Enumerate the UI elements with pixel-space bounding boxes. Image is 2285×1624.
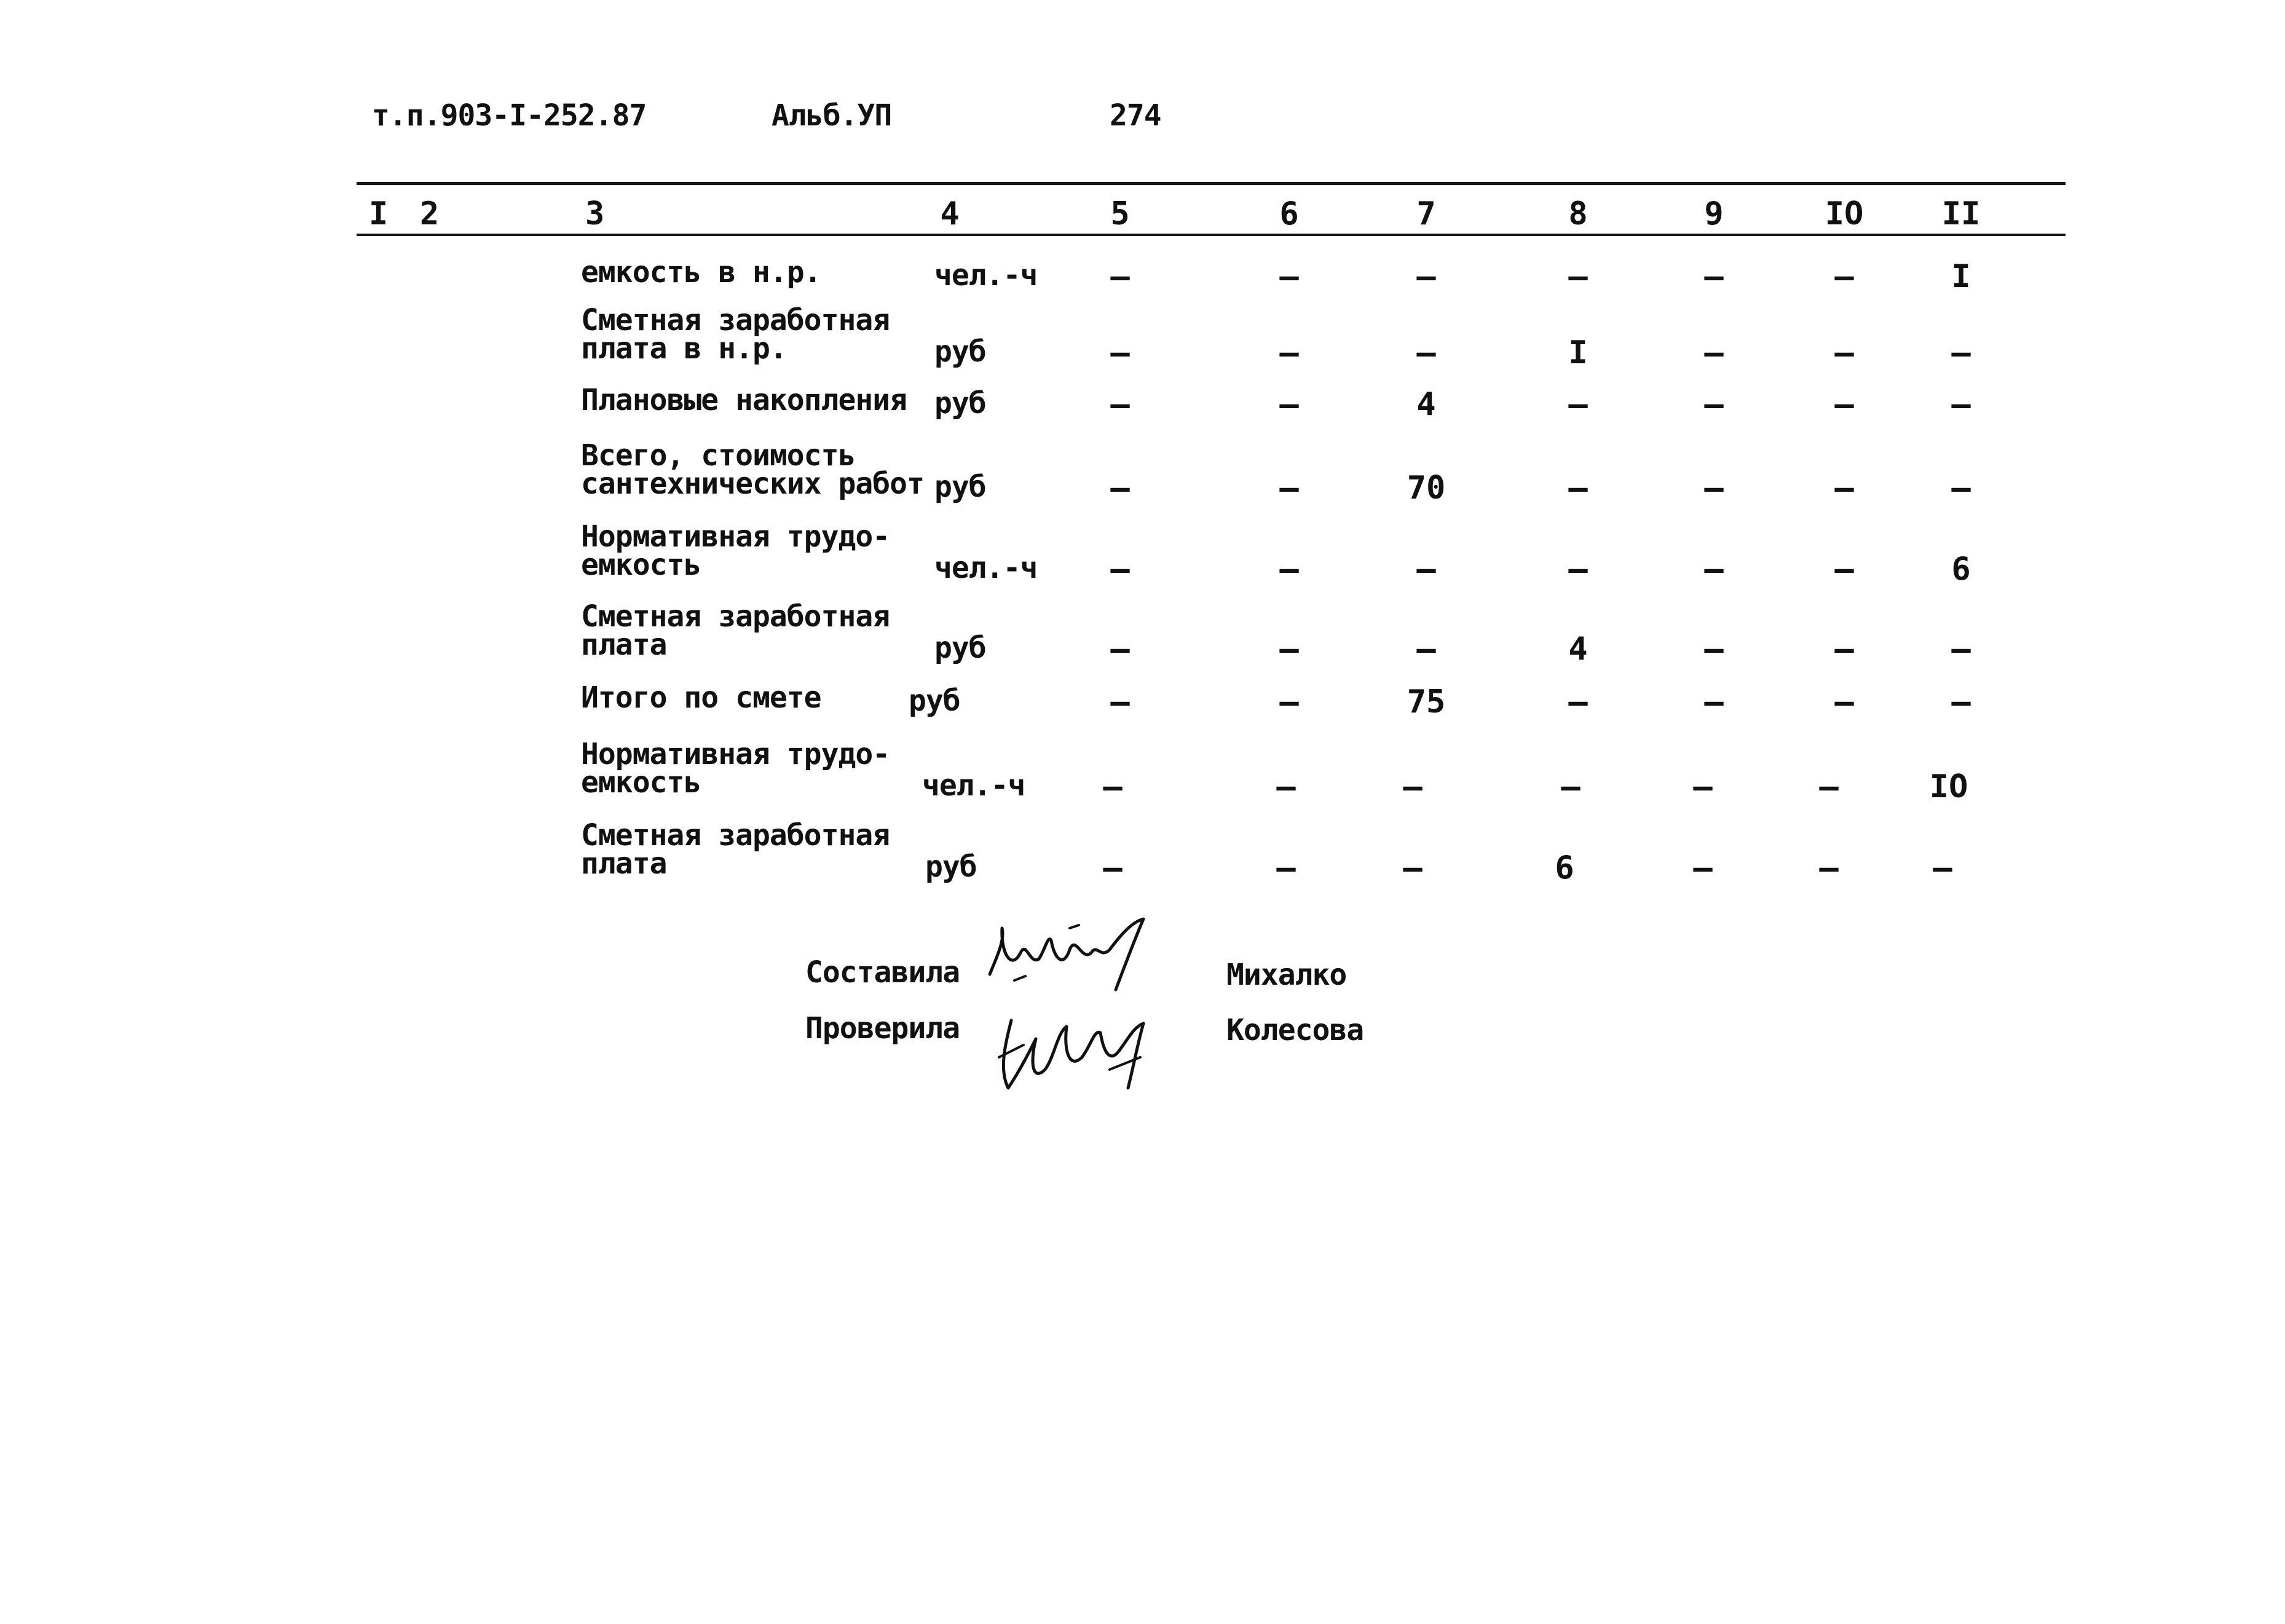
- cell-col-11: –: [1951, 386, 1971, 423]
- row-label: Плановые накопления: [581, 383, 907, 417]
- row-unit: руб: [934, 631, 986, 665]
- cell-col-6: –: [1276, 768, 1296, 805]
- column-number-3: 3: [585, 195, 605, 232]
- cell-col-5: –: [1103, 768, 1123, 805]
- row-unit: руб: [934, 470, 986, 504]
- cell-col-5: –: [1110, 684, 1130, 720]
- row-label: Итого по смете: [581, 680, 821, 715]
- row-label: Нормативная трудо- емкость: [581, 737, 890, 800]
- cell-col-8: I: [1568, 334, 1588, 371]
- row-unit: руб: [934, 334, 986, 369]
- cell-col-6: –: [1279, 684, 1299, 720]
- row-unit: чел.-ч: [934, 551, 1038, 585]
- column-number-6: 6: [1279, 195, 1299, 232]
- row-label: Сметная заработная плата: [581, 818, 890, 881]
- cell-col-9: –: [1704, 551, 1724, 588]
- cell-col-10: –: [1819, 768, 1839, 805]
- row-unit: руб: [925, 849, 977, 884]
- cell-col-11: –: [1951, 684, 1971, 720]
- cell-col-5: –: [1110, 258, 1130, 295]
- cell-col-11: –: [1951, 631, 1971, 668]
- cell-col-8: –: [1561, 768, 1581, 805]
- cell-col-10: –: [1834, 470, 1854, 507]
- cell-col-11: IO: [1929, 768, 1968, 805]
- row-unit: чел.-ч: [922, 768, 1025, 803]
- cell-col-7: –: [1403, 849, 1423, 886]
- cell-col-7: –: [1416, 334, 1436, 371]
- cell-col-11: –: [1933, 849, 1952, 886]
- page-number: 274: [1110, 98, 1161, 133]
- cell-col-9: –: [1693, 768, 1713, 805]
- cell-col-8: –: [1568, 551, 1588, 588]
- compiled-signature-icon: [977, 916, 1236, 1002]
- row-unit: руб: [934, 386, 986, 420]
- column-number-9: 9: [1704, 195, 1724, 232]
- cell-col-11: 6: [1951, 551, 1971, 588]
- cell-col-10: –: [1819, 849, 1839, 886]
- column-number-7: 7: [1416, 195, 1436, 232]
- cell-col-10: –: [1834, 631, 1854, 668]
- cell-col-9: –: [1704, 334, 1724, 371]
- compiled-by-name: Михалко: [1226, 958, 1347, 992]
- table-header-rule: [357, 234, 2066, 236]
- cell-col-8: –: [1568, 684, 1588, 720]
- row-label: Сметная заработная плата в н.р.: [581, 303, 890, 366]
- cell-col-7: –: [1416, 631, 1436, 668]
- cell-col-8: 6: [1555, 849, 1574, 886]
- cell-col-6: –: [1279, 386, 1299, 423]
- album-label: Альб.УП: [772, 98, 892, 133]
- doc-code: т.п.903-I-252.87: [372, 98, 647, 133]
- cell-col-9: –: [1704, 258, 1724, 295]
- column-number-10: IO: [1825, 195, 1864, 232]
- checked-by-label: Проверила: [805, 1011, 960, 1046]
- cell-col-8: –: [1568, 470, 1588, 507]
- row-label: Нормативная трудо- емкость: [581, 519, 890, 582]
- cell-col-5: –: [1110, 386, 1130, 423]
- cell-col-7: –: [1403, 768, 1423, 805]
- cell-col-11: I: [1951, 258, 1971, 295]
- row-label: Всего, стоимость сантехнических работ: [581, 438, 924, 501]
- cell-col-9: –: [1704, 470, 1724, 507]
- checked-by-name: Колесова: [1226, 1013, 1364, 1047]
- column-number-2: 2: [420, 195, 440, 232]
- cell-col-5: –: [1110, 470, 1130, 507]
- cell-col-9: –: [1704, 684, 1724, 720]
- table-top-rule: [357, 182, 2066, 185]
- cell-col-10: –: [1834, 551, 1854, 588]
- cell-col-8: 4: [1568, 631, 1588, 668]
- column-number-4: 4: [940, 195, 960, 232]
- cell-col-9: –: [1693, 849, 1713, 886]
- cell-col-5: –: [1110, 631, 1130, 668]
- cell-col-10: –: [1834, 334, 1854, 371]
- cell-col-7: 70: [1407, 470, 1446, 507]
- cell-col-6: –: [1279, 631, 1299, 668]
- cell-col-7: 4: [1416, 386, 1436, 423]
- cell-col-10: –: [1834, 386, 1854, 423]
- cell-col-6: –: [1279, 470, 1299, 507]
- row-unit: чел.-ч: [934, 258, 1038, 293]
- cell-col-7: 75: [1407, 684, 1446, 720]
- row-label: емкость в н.р.: [581, 255, 821, 290]
- cell-col-11: –: [1951, 470, 1971, 507]
- column-number-1: I: [369, 195, 389, 232]
- cell-col-9: –: [1704, 631, 1724, 668]
- cell-col-11: –: [1951, 334, 1971, 371]
- cell-col-6: –: [1279, 551, 1299, 588]
- column-number-8: 8: [1568, 195, 1588, 232]
- compiled-by-label: Составила: [805, 955, 960, 990]
- checked-signature-icon: [987, 996, 1208, 1106]
- column-number-5: 5: [1110, 195, 1130, 232]
- cell-col-6: –: [1279, 334, 1299, 371]
- cell-col-6: –: [1279, 258, 1299, 295]
- cell-col-8: –: [1568, 258, 1588, 295]
- cell-col-5: –: [1103, 849, 1123, 886]
- cell-col-5: –: [1110, 551, 1130, 588]
- cell-col-10: –: [1834, 684, 1854, 720]
- cell-col-10: –: [1834, 258, 1854, 295]
- cell-col-6: –: [1276, 849, 1296, 886]
- row-label: Сметная заработная плата: [581, 599, 890, 662]
- column-number-11: II: [1941, 195, 1981, 232]
- cell-col-7: –: [1416, 551, 1436, 588]
- cell-col-7: –: [1416, 258, 1436, 295]
- cell-col-9: –: [1704, 386, 1724, 423]
- cell-col-5: –: [1110, 334, 1130, 371]
- row-unit: руб: [909, 684, 960, 718]
- cell-col-8: –: [1568, 386, 1588, 423]
